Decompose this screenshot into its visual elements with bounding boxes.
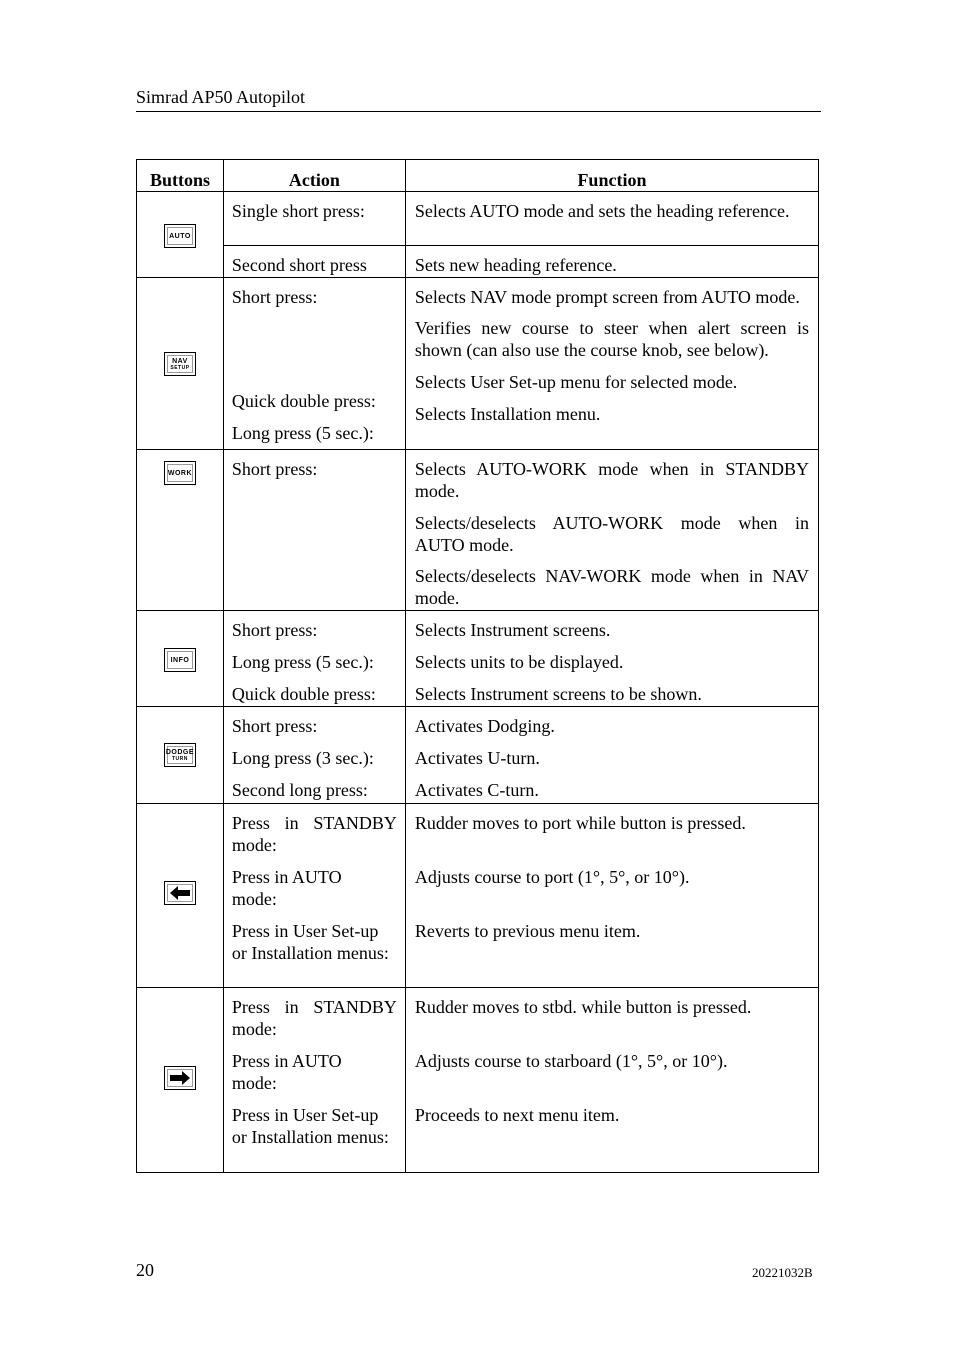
action-text: Single short press: bbox=[231, 201, 365, 221]
table-header-row bbox=[137, 160, 819, 192]
column-header-buttons: Buttons bbox=[137, 160, 224, 192]
action-text: Short press: bbox=[231, 287, 318, 307]
function-text: Activates U-turn. bbox=[414, 748, 540, 768]
right-arrow-icon bbox=[164, 1066, 196, 1090]
nav-setup-key-icon: NAV SETUP bbox=[164, 352, 196, 376]
column-header-function: Function bbox=[405, 160, 818, 192]
action-text: Press in User Set-up or Installation menus: bbox=[231, 921, 389, 963]
button-function-table bbox=[136, 159, 819, 1173]
function-text: Rudder moves to port while button is pressed. bbox=[414, 813, 746, 833]
page-number: 20 bbox=[136, 1260, 154, 1280]
table-row bbox=[137, 450, 819, 611]
function-text: Selects/deselects NAV-WORK mode when in NAV mode. bbox=[414, 566, 809, 608]
action-text: Long press (5 sec.): bbox=[231, 423, 374, 443]
function-text: Selects AUTO mode and sets the heading reference. bbox=[414, 201, 790, 221]
dodge-turn-key-cell bbox=[137, 707, 224, 804]
action-text: Short press: bbox=[231, 459, 318, 479]
table-row bbox=[137, 246, 819, 278]
action-text: Press in AUTO mode: bbox=[231, 867, 342, 909]
function-text: Selects NAV mode prompt screen from AUTO mode. bbox=[414, 287, 800, 307]
action-text: Press in STANDBY mode: bbox=[231, 997, 397, 1039]
action-text: Short press: bbox=[231, 716, 318, 736]
table-row bbox=[137, 611, 819, 707]
action-text: Quick double press: bbox=[231, 391, 376, 411]
function-text: Sets new heading reference. bbox=[414, 255, 617, 275]
function-text: Verifies new course to steer when alert screen is shown (can also use the course knob, see below). bbox=[414, 318, 809, 360]
dodge-turn-key-icon: DODGE TURN bbox=[164, 743, 196, 767]
function-text: Selects Instrument screens. bbox=[414, 620, 611, 640]
info-key-cell bbox=[137, 611, 224, 707]
column-header-action: Action bbox=[223, 160, 405, 192]
action-text: Second short press bbox=[231, 255, 367, 275]
action-text: Quick double press: bbox=[231, 684, 376, 704]
function-text: Reverts to previous menu item. bbox=[414, 921, 641, 941]
auto-key-cell bbox=[137, 192, 224, 278]
function-text: Selects User Set-up menu for selected mode. bbox=[414, 372, 738, 392]
function-text: Activates C-turn. bbox=[414, 780, 539, 800]
action-text: Press in STANDBY mode: bbox=[231, 813, 397, 855]
function-text: Adjusts course to starboard (1°, 5°, or 10°). bbox=[414, 1051, 728, 1071]
function-text: Selects Installation menu. bbox=[414, 404, 601, 424]
function-text: Proceeds to next menu item. bbox=[414, 1105, 620, 1125]
function-text: Selects/deselects AUTO-WORK mode when in AUTO mode. bbox=[414, 513, 809, 555]
auto-key-icon: AUTO bbox=[164, 224, 196, 248]
function-text: Activates Dodging. bbox=[414, 716, 555, 736]
document-code: 20221032B bbox=[752, 1265, 813, 1280]
nav-setup-key-cell bbox=[137, 278, 224, 450]
table-row bbox=[137, 192, 819, 246]
action-text: Long press (3 sec.): bbox=[231, 748, 374, 768]
work-key-cell bbox=[137, 450, 224, 611]
function-text: Selects AUTO-WORK mode when in STANDBY mode. bbox=[414, 459, 809, 501]
function-text: Rudder moves to stbd. while button is pressed. bbox=[414, 997, 752, 1017]
action-text: Short press: bbox=[231, 620, 318, 640]
action-text: Second long press: bbox=[231, 780, 368, 800]
function-text: Selects units to be displayed. bbox=[414, 652, 624, 672]
table-row bbox=[137, 988, 819, 1173]
table-row bbox=[137, 707, 819, 804]
work-key-icon: WORK bbox=[164, 461, 196, 485]
table-row bbox=[137, 278, 819, 450]
action-text: Press in User Set-up or Installation menus: bbox=[231, 1105, 389, 1147]
action-text: Long press (5 sec.): bbox=[231, 652, 374, 672]
info-key-icon: INFO bbox=[164, 648, 196, 672]
page-header: Simrad AP50 Autopilot bbox=[136, 86, 821, 112]
table-row bbox=[137, 804, 819, 988]
port-key-cell bbox=[137, 804, 224, 988]
action-text: Press in AUTO mode: bbox=[231, 1051, 342, 1093]
function-text: Selects Instrument screens to be shown. bbox=[414, 684, 702, 704]
stbd-key-cell bbox=[137, 988, 224, 1173]
function-text: Adjusts course to port (1°, 5°, or 10°). bbox=[414, 867, 690, 887]
left-arrow-icon bbox=[164, 881, 196, 905]
